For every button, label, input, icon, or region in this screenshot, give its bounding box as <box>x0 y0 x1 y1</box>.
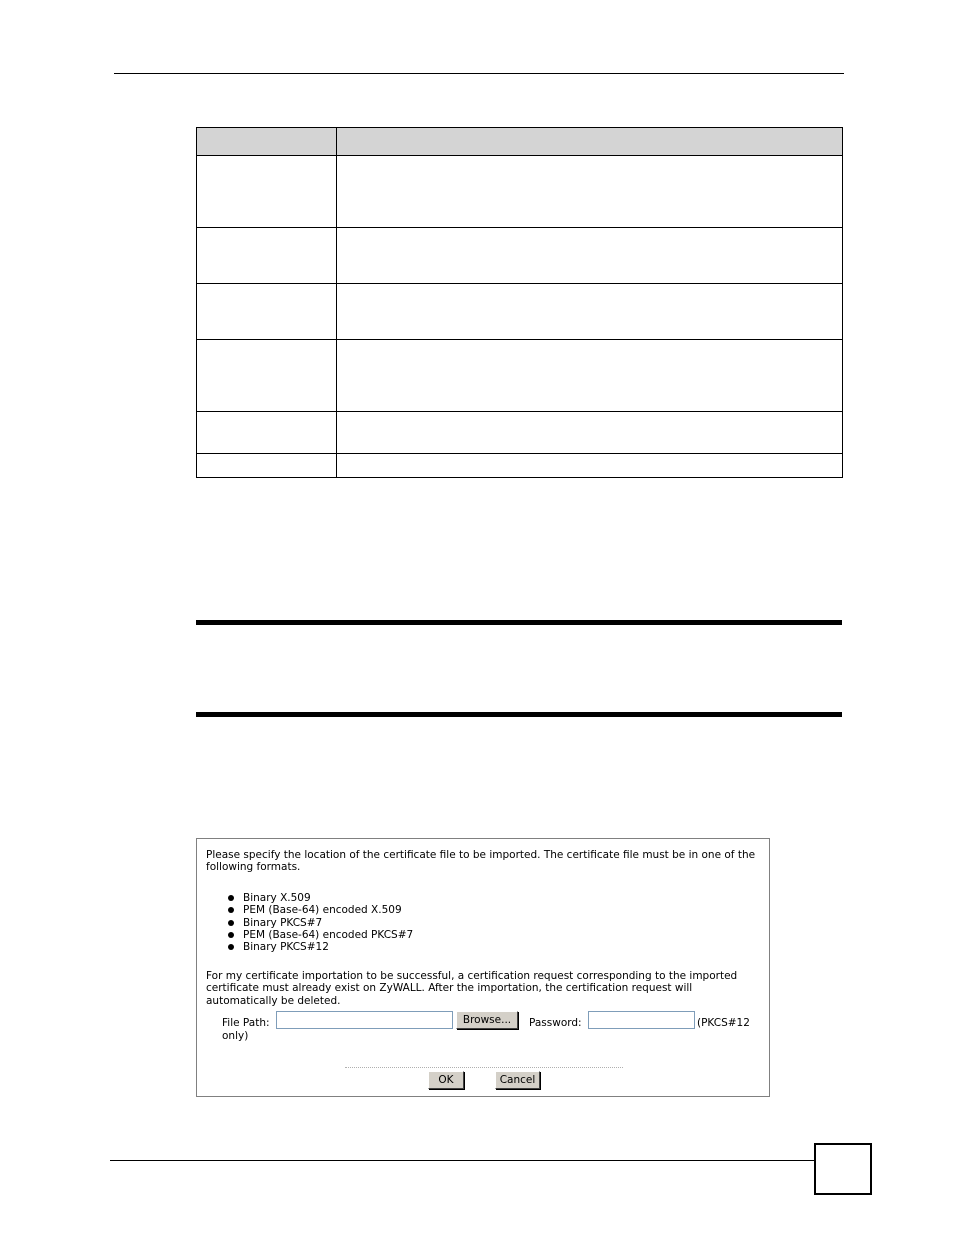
table-row <box>197 284 843 340</box>
table-row <box>197 228 843 284</box>
bullet-icon <box>228 920 234 926</box>
table-row <box>197 412 843 454</box>
bullet-icon <box>228 944 234 950</box>
table-cell <box>337 454 843 478</box>
note-bottom-bar <box>196 712 842 717</box>
format-list <box>226 892 413 953</box>
format-label: Binary X.509 <box>243 892 311 904</box>
table-cell <box>337 412 843 454</box>
format-label: PEM (Base-64) encoded PKCS#7 <box>243 928 414 941</box>
bullet-icon <box>228 895 234 901</box>
pkcs-note-continued: only) <box>222 1030 249 1042</box>
footer-rule <box>110 1160 814 1161</box>
table-cell <box>197 340 337 412</box>
list-item <box>226 892 413 904</box>
file-path-input[interactable] <box>276 1011 453 1029</box>
table-cell <box>197 454 337 478</box>
list-item <box>226 904 413 916</box>
table-cell <box>197 412 337 454</box>
table-row <box>197 156 843 228</box>
bullet-icon <box>228 932 234 938</box>
list-item <box>226 917 413 929</box>
table-row <box>197 454 843 478</box>
table-row <box>197 340 843 412</box>
table-header-cell <box>197 128 337 156</box>
table-header-cell <box>337 128 843 156</box>
import-instructions: Please specify the location of the certificate file to be imported. The certificate file must be in one of the following formats. <box>206 849 756 874</box>
page-number-box <box>814 1143 872 1195</box>
ok-button[interactable]: OK <box>428 1071 464 1089</box>
bullet-icon <box>228 907 234 913</box>
field-description-table <box>196 127 843 478</box>
note-top-bar <box>196 620 842 625</box>
certificate-import-screen <box>196 838 770 1097</box>
format-label: PEM (Base-64) encoded X.509 <box>243 904 402 917</box>
list-item <box>226 941 413 953</box>
button-separator <box>345 1067 623 1068</box>
import-requirement-note: For my certificate importation to be successful, a certification request corresponding to the imported certificate must already exist on ZyWALL. After the importation, the certification request will automatically be deleted. <box>206 970 738 1007</box>
format-label: Binary PKCS#7 <box>243 916 323 929</box>
format-label: Binary PKCS#12 <box>243 941 329 954</box>
file-path-row <box>222 1011 767 1041</box>
table-cell <box>337 156 843 228</box>
cancel-button[interactable]: Cancel <box>495 1071 540 1089</box>
table-cell <box>197 228 337 284</box>
browse-button[interactable]: Browse... <box>456 1011 518 1029</box>
list-item <box>226 929 413 941</box>
table-cell <box>197 156 337 228</box>
password-input[interactable] <box>588 1011 695 1029</box>
table-cell <box>337 340 843 412</box>
password-label: Password: <box>529 1017 582 1029</box>
file-path-label: File Path: <box>222 1017 270 1029</box>
table-cell <box>337 284 843 340</box>
header-rule <box>114 73 844 74</box>
pkcs-note: (PKCS#12 <box>697 1017 750 1029</box>
table-header-row <box>197 128 843 156</box>
table-cell <box>197 284 337 340</box>
table-cell <box>337 228 843 284</box>
